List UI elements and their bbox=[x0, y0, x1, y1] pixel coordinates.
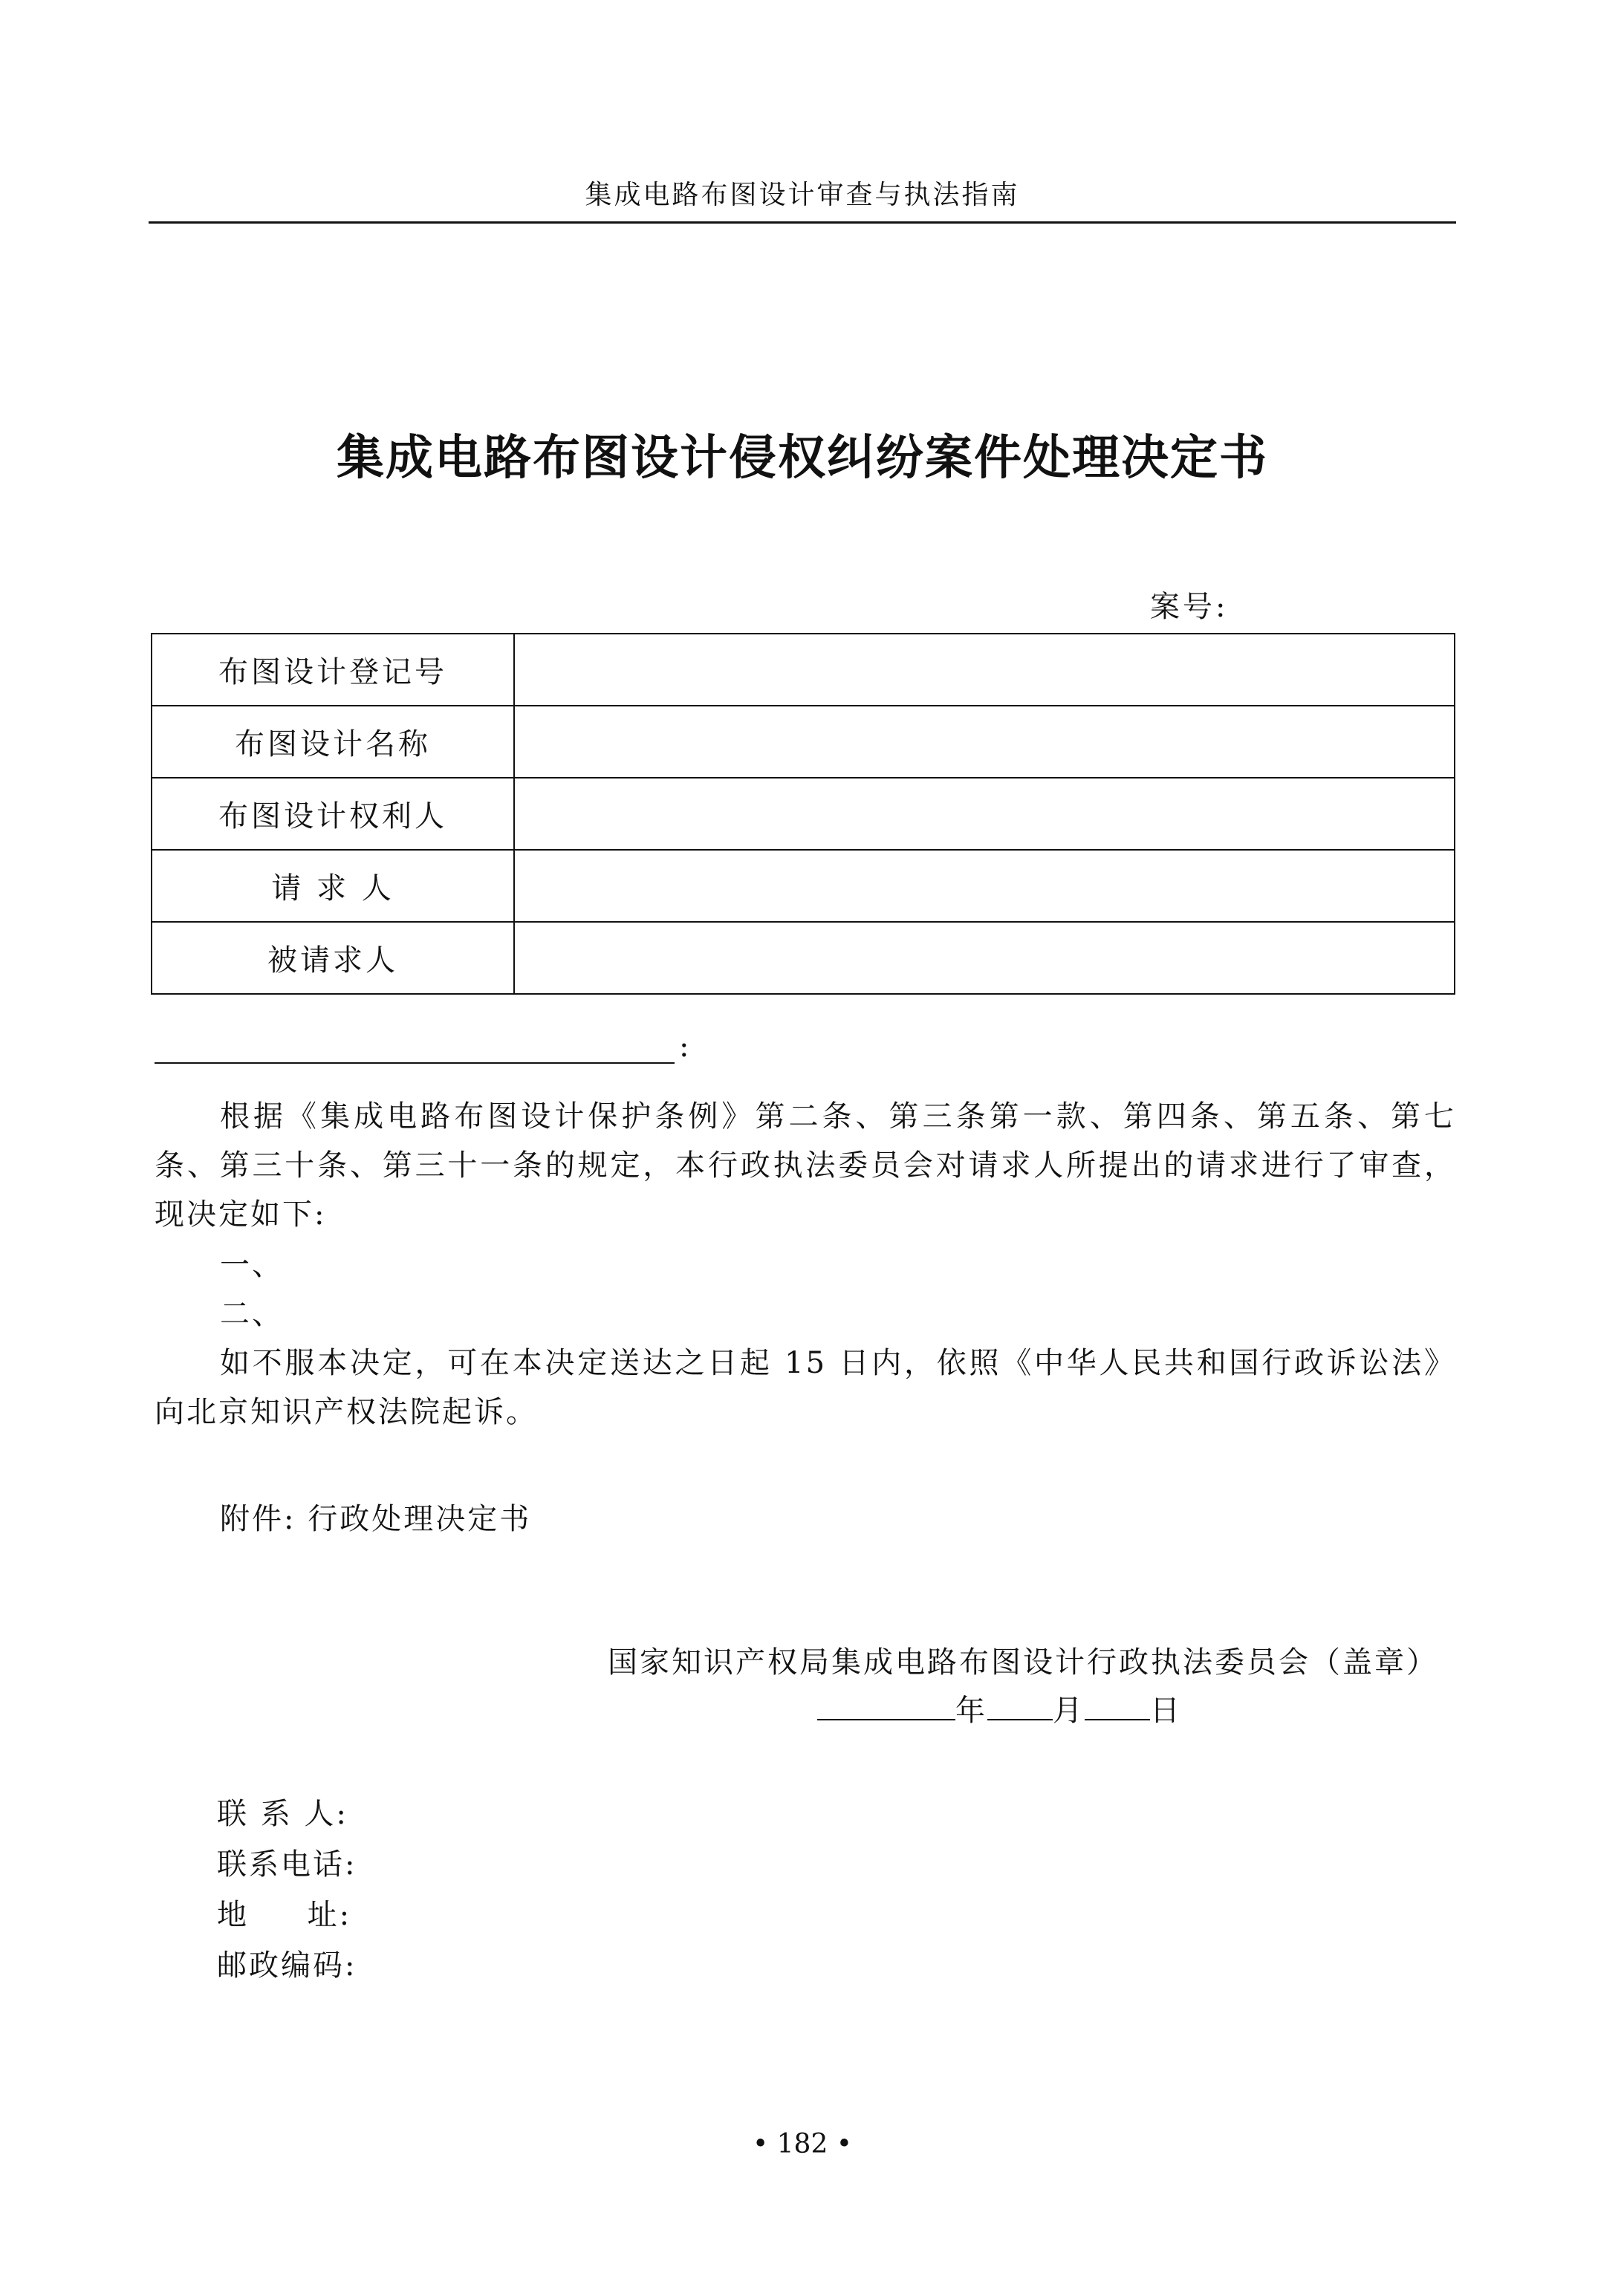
day-blank bbox=[1085, 1689, 1150, 1720]
table-label-registration-number: 布图设计登记号 bbox=[152, 634, 514, 706]
table-row bbox=[152, 850, 1455, 922]
table-value-design-name bbox=[514, 706, 1455, 778]
paragraph-attachment bbox=[155, 1495, 1456, 1544]
table-label-right-holder: 布图设计权利人 bbox=[152, 778, 514, 850]
table-value-registration-number bbox=[514, 634, 1455, 706]
paragraph-appeal-text: 如不服本决定，可在本决定送达之日起 15 日内，依照《中华人民共和国行政诉讼法》向北京知识产权法院起诉。 bbox=[155, 1346, 1456, 1429]
table-label-design-name: 布图设计名称 bbox=[152, 706, 514, 778]
month-label: 月 bbox=[1053, 1694, 1085, 1728]
contact-row-address bbox=[217, 1890, 357, 1940]
contact-person-label: 联 系 人: bbox=[217, 1797, 348, 1831]
table-label-respondent: 被请求人 bbox=[152, 922, 514, 994]
table-value-respondent bbox=[514, 922, 1455, 994]
day-label: 日 bbox=[1150, 1694, 1182, 1728]
decision-item-1 bbox=[155, 1241, 1456, 1290]
table-row bbox=[152, 634, 1455, 706]
contact-row-person bbox=[217, 1789, 357, 1839]
contact-row-postcode bbox=[217, 1940, 357, 1991]
year-blank bbox=[817, 1689, 955, 1720]
page-number: • 182 • bbox=[752, 2129, 853, 2159]
contact-row-phone bbox=[217, 1839, 357, 1890]
case-number-label: 案号: bbox=[1150, 590, 1229, 624]
contact-address-label: 地 址: bbox=[217, 1898, 352, 1932]
decision-item-2 bbox=[155, 1290, 1456, 1339]
header-rule bbox=[149, 221, 1456, 224]
running-header: 集成电路布图设计审查与执法指南 bbox=[585, 180, 1020, 210]
table-label-requester: 请 求 人 bbox=[152, 850, 514, 922]
addressee-blank-line bbox=[155, 1030, 675, 1064]
table-row bbox=[152, 706, 1455, 778]
issuing-authority: 国家知识产权局集成电路布图设计行政执法委员会（盖章） bbox=[608, 1645, 1438, 1680]
year-label: 年 bbox=[955, 1694, 987, 1728]
paragraph-appeal bbox=[155, 1339, 1456, 1437]
contact-block bbox=[217, 1789, 357, 1991]
decision-item-2-text: 二、 bbox=[220, 1297, 284, 1331]
decision-item-1-text: 一、 bbox=[220, 1248, 284, 1282]
paragraph-legal-basis-text: 根据《集成电路布图设计保护条例》第二条、第三条第一款、第四条、第五条、第七条、第三十条、第三十一条的规定，本行政执法委员会对请求人所提出的请求进行了审查，现决定如下: bbox=[155, 1099, 1456, 1232]
contact-phone-label: 联系电话: bbox=[217, 1847, 357, 1882]
document-title: 集成电路布图设计侵权纠纷案件处理决定书 bbox=[337, 430, 1268, 486]
table-value-right-holder bbox=[514, 778, 1455, 850]
table-value-requester bbox=[514, 850, 1455, 922]
date-line bbox=[817, 1689, 1182, 1732]
case-info-table bbox=[151, 633, 1455, 995]
month-blank bbox=[987, 1689, 1053, 1720]
addressee-colon: : bbox=[679, 1030, 689, 1064]
table-row bbox=[152, 778, 1455, 850]
paragraph-attachment-text: 附件: 行政处理决定书 bbox=[220, 1502, 532, 1536]
table-row bbox=[152, 922, 1455, 994]
paragraph-legal-basis bbox=[155, 1092, 1456, 1239]
contact-postcode-label: 邮政编码: bbox=[217, 1948, 357, 1983]
